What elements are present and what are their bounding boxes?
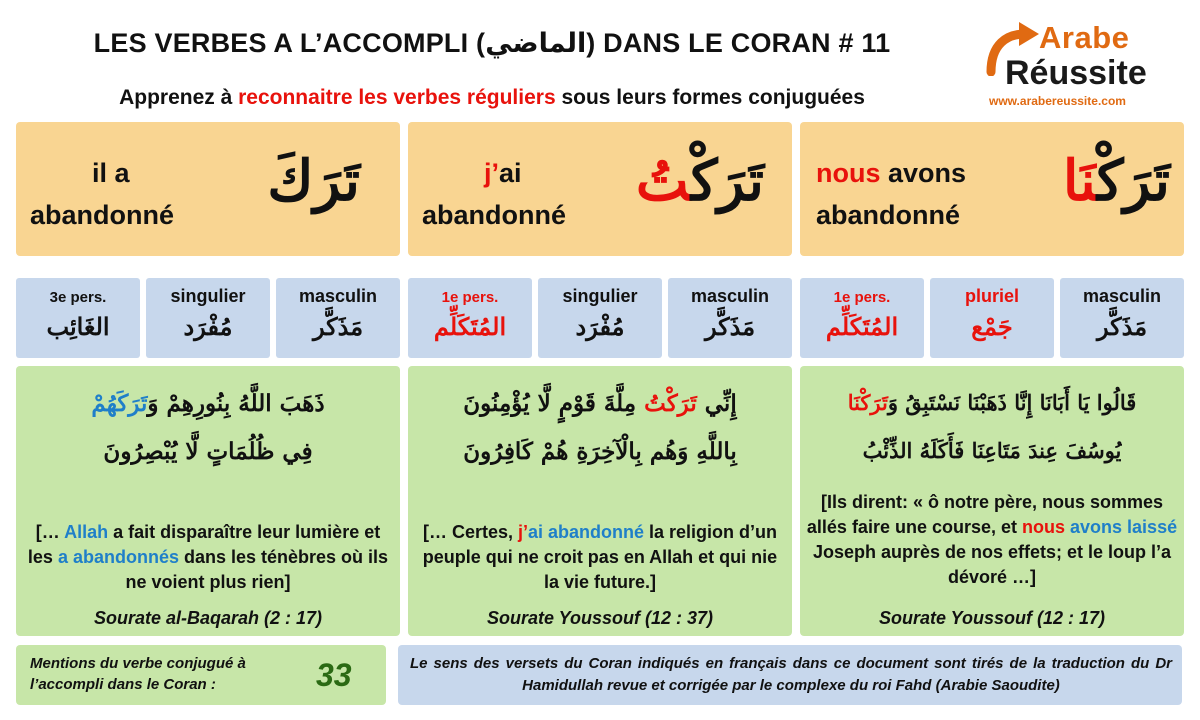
page-title: LES VERBES A L’ACCOMPLI (الماضي) DANS LE CORAN # 11 (93, 28, 891, 59)
tag-person: 1e pers. المُتَكَلِّم (800, 278, 924, 358)
logo-word-arabe: Arabe (1039, 20, 1130, 55)
verb-card (800, 122, 1184, 256)
verb-card (408, 122, 792, 256)
verse-reference: Sourate Youssouf (12 : 17) (878, 608, 1106, 628)
logo-url[interactable]: www.arabereussite.com (989, 94, 1126, 108)
tag-gender: masculin مَذَكَّر (276, 278, 400, 358)
verse-translation: [Ils dirent: « ô notre père, nous sommes allés faire une course, et nous avons laissé Joseph auprès de nos effets; et le loup l’a dévoré …] (806, 492, 1178, 587)
verse-reference: Sourate Youssouf (12 : 37) (486, 608, 714, 628)
verse-arabic-line-2: بِاللَّهِ وَهُم بِالْآخِرَةِ هُمْ كَافِرُونَ (463, 438, 737, 465)
tag-number: singulier مُفْرَد (538, 278, 662, 358)
verse-card (408, 366, 792, 636)
verb-arabic: تَرَكْتُ (635, 148, 764, 214)
verse-card (800, 366, 1184, 636)
verse-arabic-line-1: إِنِّي تَرَكْتُ مِلَّةَ قَوْمٍ لَّا يُؤْمِنُونَ (463, 390, 737, 417)
verse-translation: [… Certes, j’ai abandonné la religion d’un peuple qui ne croit pas en Allah et qui nie la vie future.] (422, 522, 778, 592)
translation-note-text: Le sens des versets du Coran indiqués en français dans ce document sont tirés de la traduction du Dr Hamidullah revue et corrigée par le complexe du roi Fahd (Arabie Saoudite) (410, 655, 1172, 694)
tag-number: pluriel جَمْع (930, 278, 1054, 358)
tag-gender: masculin مَذَكَّر (1060, 278, 1184, 358)
verb-arabic: تَرَكَ (267, 148, 360, 214)
verb-french: nous avons abandonné (816, 158, 967, 230)
verse-translation: [… Allah a fait disparaître leur lumière et les a abandonnés dans les ténèbres où ils ne voient plus rien] (27, 522, 389, 592)
title-arabic: الماضي (485, 28, 587, 59)
mention-label: Mentions du verbe conjugué à l’accompli dans le Coran : (30, 655, 246, 693)
verse-arabic-line-2: يُوسُفَ عِندَ مَتَاعِنَا فَأَكَلَهُ الذِّئْبُ (862, 438, 1122, 463)
verb-arabic: تَرَكْنَا (1062, 148, 1170, 214)
logo-word-reussite: Réussite (1005, 54, 1147, 92)
verb-french: j’ai abandonné (422, 158, 567, 230)
mention-count: 33 (316, 657, 352, 693)
verse-arabic-line-1: قَالُوا يَا أَبَانَا إِنَّا ذَهَبْنَا نَسْتَبِقُ وَتَرَكْنَا (847, 390, 1137, 415)
page-subtitle: Apprenez à reconnaitre les verbes réguliers sous leurs formes conjuguées (119, 86, 865, 109)
mention-box (16, 645, 386, 705)
verb-french: il a abandonné (30, 158, 175, 230)
tag-person: 3e pers. الغَائِب (16, 278, 140, 358)
verb-card (16, 122, 400, 256)
tag-person: 1e pers. المُتَكَلِّم (408, 278, 532, 358)
tag-gender: masculin مَذَكَّر (668, 278, 792, 358)
verse-arabic-line-1: ذَهَبَ اللَّهُ بِنُورِهِمْ وَتَرَكَهُمْ (91, 390, 325, 417)
verse-reference: Sourate al-Baqarah (2 : 17) (93, 608, 323, 628)
verse-arabic-line-2: فِي ظُلُمَاتٍ لَّا يُبْصِرُونَ (103, 438, 313, 465)
translation-note (398, 645, 1182, 705)
tag-number: singulier مُفْرَد (146, 278, 270, 358)
verse-card (16, 366, 400, 636)
brand-logo[interactable] (985, 16, 1190, 106)
